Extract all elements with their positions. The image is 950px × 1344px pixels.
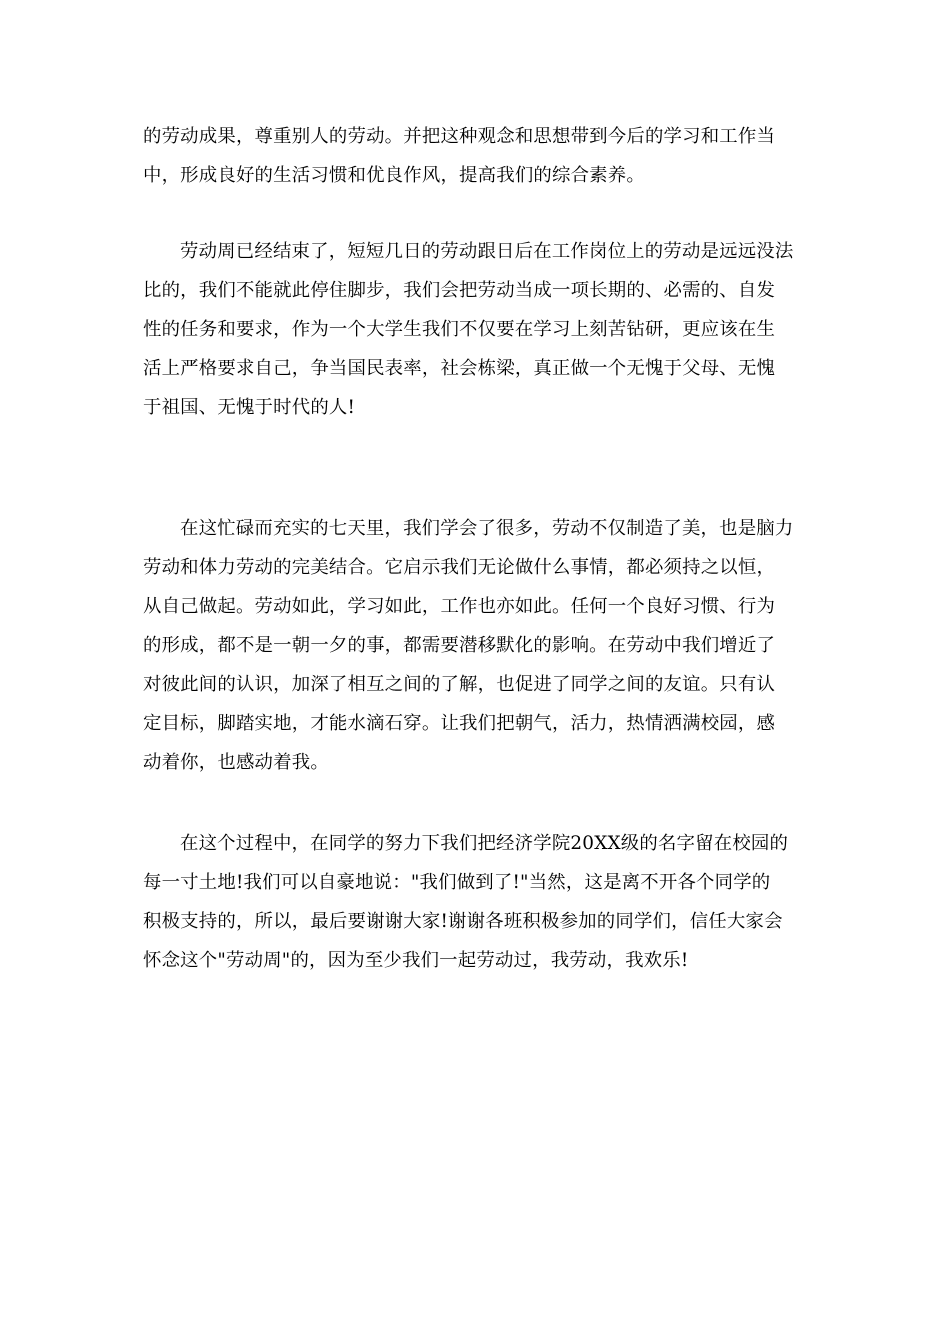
paragraph-line: 定目标，脚踏实地，才能水滴石穿。让我们把朝气，活力，热情洒满校园，感 [143, 713, 776, 734]
paragraph-line: 从自己做起。劳动如此，学习如此，工作也亦如此。任何一个良好习惯、行为 [143, 596, 776, 617]
paragraph-line: 的劳动成果，尊重别人的劳动。并把这种观念和思想带到今后的学习和工作当 [143, 126, 776, 147]
paragraph-line: 在这忙碌而充实的七天里，我们学会了很多，劳动不仅制造了美，也是脑力 [180, 518, 794, 539]
paragraph-line: 对彼此间的认识，加深了相互之间的了解，也促进了同学之间的友谊。只有认 [143, 674, 776, 695]
paragraph-line: 在这个过程中，在同学的努力下我们把经济学院20XX级的名字留在校园的 [180, 833, 789, 854]
paragraph-line: 动着你，也感动着我。 [143, 752, 329, 773]
paragraph-3 [143, 509, 807, 782]
paragraph-4 [143, 824, 807, 980]
paragraph-line: 性的任务和要求，作为一个大学生我们不仅要在学习上刻苦钻研，更应该在生 [143, 319, 776, 340]
paragraph-line: 于祖国、无愧于时代的人! [143, 397, 356, 418]
paragraph-line: 怀念这个"劳动周"的，因为至少我们一起劳动过，我劳动，我欢乐! [143, 950, 689, 971]
paragraph-line: 的形成，都不是一朝一夕的事，都需要潜移默化的影响。在劳动中我们增近了 [143, 635, 776, 656]
paragraph-line: 中，形成良好的生活习惯和优良作风，提高我们的综合素养。 [143, 165, 645, 186]
paragraph-line: 每一寸土地!我们可以自豪地说："我们做到了!"当然，这是离不开各个同学的 [143, 872, 771, 893]
paragraph-line: 积极支持的，所以，最后要谢谢大家!谢谢各班积极参加的同学们，信任大家会 [143, 911, 783, 932]
paragraph-line: 劳动和体力劳动的完美结合。它启示我们无论做什么事情，都必须持之以恒， [143, 557, 776, 578]
paragraph-1 [143, 117, 807, 195]
paragraph-line: 活上严格要求自己，争当国民表率，社会栋梁，真正做一个无愧于父母、无愧 [143, 358, 776, 379]
paragraph-line: 比的，我们不能就此停住脚步，我们会把劳动当成一项长期的、必需的、自发 [143, 280, 776, 301]
paragraph-line: 劳动周已经结束了，短短几日的劳动跟日后在工作岗位上的劳动是远远没法 [180, 241, 794, 262]
paragraph-2 [143, 232, 807, 427]
